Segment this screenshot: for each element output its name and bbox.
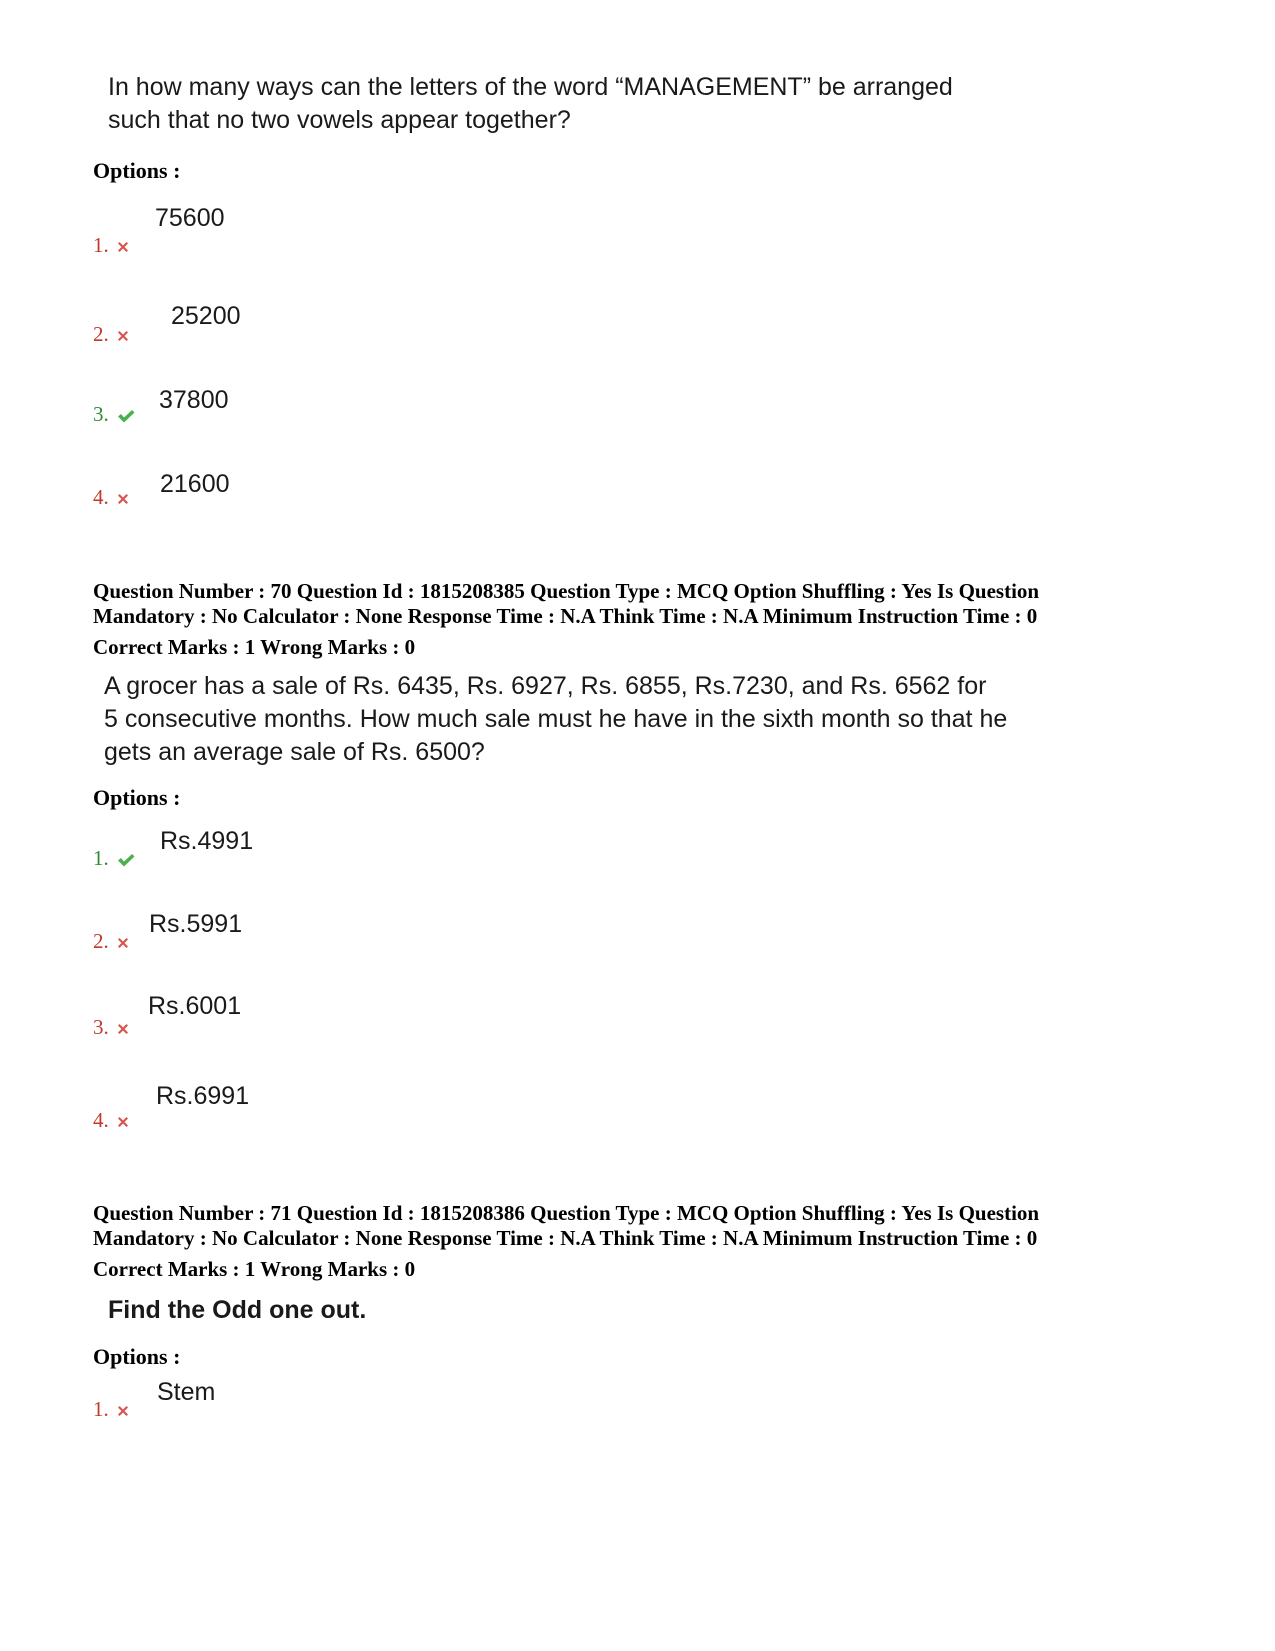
- question-text: gets an average sale of Rs. 6500?: [104, 738, 485, 766]
- options-label: Options :: [93, 785, 181, 810]
- option-number: 2.: [93, 929, 131, 954]
- options-label: Options :: [93, 1344, 181, 1369]
- question-text: Find the Odd one out.: [108, 1296, 367, 1324]
- option-text: Rs.6001: [148, 992, 242, 1020]
- option-number: 1.: [93, 1397, 131, 1422]
- cross-icon: [115, 1021, 131, 1037]
- option-number: 4.: [93, 1108, 131, 1133]
- option-number: 2.: [93, 322, 131, 347]
- question-text: such that no two vowels appear together?: [108, 106, 571, 134]
- question-text: A grocer has a sale of Rs. 6435, Rs. 6927, Rs. 6855, Rs.7230, and Rs. 6562 for: [104, 672, 987, 700]
- option-text: Rs.5991: [149, 910, 243, 938]
- option-number: 3.: [93, 402, 137, 427]
- option-text: Rs.4991: [160, 827, 254, 855]
- option-text: 75600: [155, 204, 225, 232]
- option-number: 1.: [93, 233, 131, 258]
- cross-icon: [115, 239, 131, 255]
- question-meta: Mandatory : No Calculator : None Response Time : N.A Think Time : N.A Minimum Instruction Time : 0: [93, 1226, 1038, 1250]
- option-text: Rs.6991: [156, 1082, 250, 1110]
- question-text: 5 consecutive months. How much sale must he have in the sixth month so that he: [104, 705, 1008, 733]
- check-icon: [115, 408, 137, 424]
- question-meta: Mandatory : No Calculator : None Response Time : N.A Think Time : N.A Minimum Instruction Time : 0: [93, 604, 1038, 628]
- option-text: 37800: [159, 386, 229, 414]
- question-text: In how many ways can the letters of the word “MANAGEMENT” be arranged: [108, 73, 953, 101]
- cross-icon: [115, 1114, 131, 1130]
- check-icon: [115, 852, 137, 868]
- cross-icon: [115, 491, 131, 507]
- cross-icon: [115, 328, 131, 344]
- options-label: Options :: [93, 158, 181, 183]
- option-text: 25200: [171, 302, 241, 330]
- option-number: 1.: [93, 846, 137, 871]
- question-meta: Question Number : 71 Question Id : 1815208386 Question Type : MCQ Option Shuffling : Yes Is Question: [93, 1201, 1040, 1225]
- marks-line: Correct Marks : 1 Wrong Marks : 0: [93, 635, 416, 659]
- option-number: 4.: [93, 485, 131, 510]
- cross-icon: [115, 935, 131, 951]
- marks-line: Correct Marks : 1 Wrong Marks : 0: [93, 1257, 416, 1281]
- cross-icon: [115, 1403, 131, 1419]
- option-text: 21600: [160, 470, 230, 498]
- option-text: Stem: [157, 1378, 216, 1406]
- question-meta: Question Number : 70 Question Id : 1815208385 Question Type : MCQ Option Shuffling : Yes Is Question: [93, 579, 1040, 603]
- option-number: 3.: [93, 1015, 131, 1040]
